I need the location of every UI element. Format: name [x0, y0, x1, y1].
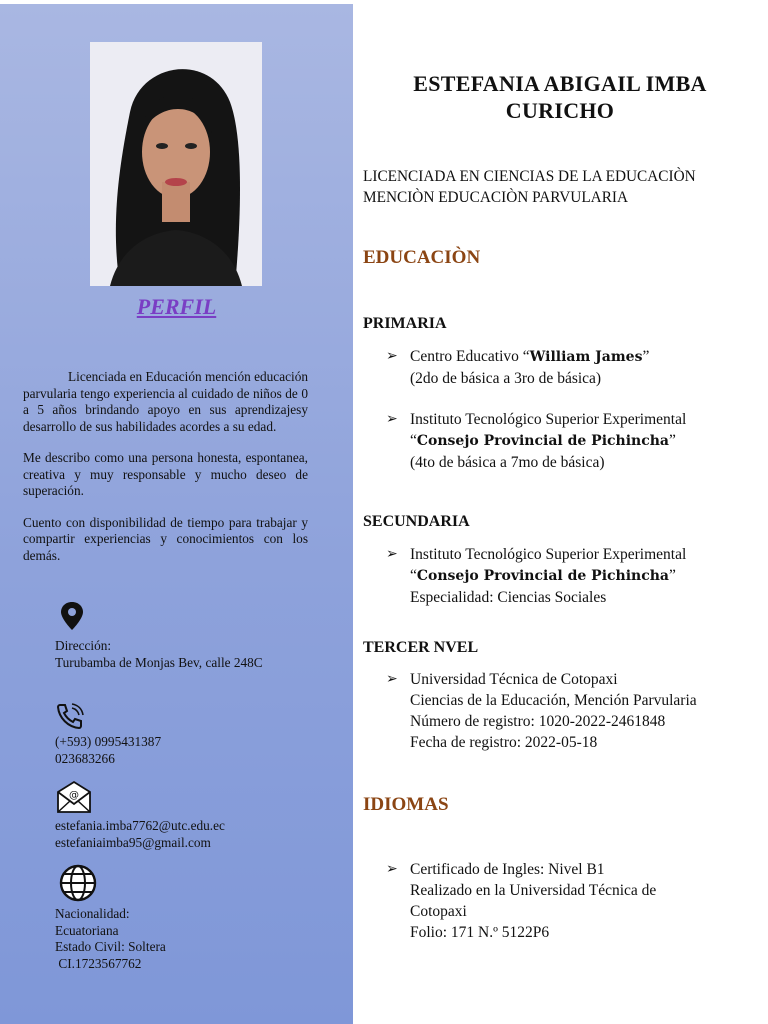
ci-number: CI.1723567762 [55, 955, 142, 971]
professional-title: LICENCIADA EN CIENCIAS DE LA EDUCACIÒN MENCIÒN EDUCACIÒN PARVULARIA [363, 168, 696, 206]
phone-icon [55, 702, 85, 730]
list-item: ➢ Instituto Tecnológico Superior Experimental “Consejo Provincial de Pichincha” (4to de básica a 7mo de básica) [386, 411, 687, 471]
perfil-paragraph: Cuento con disponibilidad de tiempo para trabajar y compartir experiencias y conocimientos con los demás. [23, 514, 308, 563]
primaria-heading: PRIMARIA [363, 315, 447, 332]
perfil-paragraph: Licenciada en Educación mención educación parvularia tengo experiencia al cuidado de niños de 0 a 5 años brindando apoyo en sus aprendizajesy desarrollo de sus habilidades acordes a su edad. [23, 369, 308, 434]
email-block [55, 780, 225, 851]
nationality-label: Nacionalidad: [55, 906, 130, 921]
nationality-value: Ecuatoriana [55, 922, 119, 938]
secundaria-heading: SECUNDARIA [363, 513, 470, 530]
profile-photo [90, 42, 262, 286]
email-institutional: estefania.imba7762@utc.edu.ec [55, 818, 225, 833]
location-pin-icon [55, 600, 91, 632]
full-name: ESTEFANIA ABIGAIL IMBA CURICHO [413, 71, 707, 123]
nationality-block [55, 862, 166, 972]
list-item: ➢ Certificado de Ingles: Nivel B1 Realizado en la Universidad Técnica de Cotopaxi Folio: 171 N.º 5122P6 [386, 861, 657, 941]
sidebar [0, 4, 353, 1024]
civil-status: Estado Civil: Soltera [55, 939, 166, 954]
bullet-arrow-icon: ➢ [386, 547, 398, 562]
address-block [55, 600, 263, 671]
bullet-arrow-icon: ➢ [386, 672, 398, 687]
bullet-arrow-icon: ➢ [386, 412, 398, 427]
email-icon [55, 780, 93, 814]
email-personal: estefaniaimba95@gmail.com [55, 834, 211, 850]
bullet-arrow-icon: ➢ [386, 862, 398, 877]
perfil-description [23, 369, 308, 579]
bullet-arrow-icon: ➢ [386, 349, 398, 364]
address-value: Turubamba de Monjas Bev, calle 248C [55, 654, 263, 670]
svg-text:@: @ [69, 790, 79, 801]
list-item: ➢ Centro Educativo “William James” (2do de básica a 3ro de básica) [386, 348, 650, 387]
phone-landline: 023683266 [55, 750, 115, 766]
phone-mobile: (+593) 0995431387 [55, 734, 162, 749]
phone-block [55, 702, 161, 767]
perfil-heading: PERFIL [136, 294, 217, 319]
address-label: Dirección: [55, 638, 112, 653]
list-item: ➢ Universidad Técnica de Cotopaxi Ciencias de la Educación, Mención Parvularia Número de registro: 1020-2022-2461848 Fecha de registro: 2022-05-18 [386, 671, 697, 751]
education-heading: EDUCACIÒN [363, 247, 481, 268]
perfil-paragraph: Me describo como una persona honesta, espontanea, creativa y muy responsable y mucho deseo de superación. [23, 450, 308, 498]
tercer-nivel-heading: TERCER NVEL [363, 639, 479, 656]
languages-heading: IDIOMAS [363, 794, 449, 815]
globe-icon [55, 862, 97, 902]
list-item: ➢ Instituto Tecnológico Superior Experimental “Consejo Provincial de Pichincha” Especialidad: Ciencias Sociales [386, 546, 687, 606]
